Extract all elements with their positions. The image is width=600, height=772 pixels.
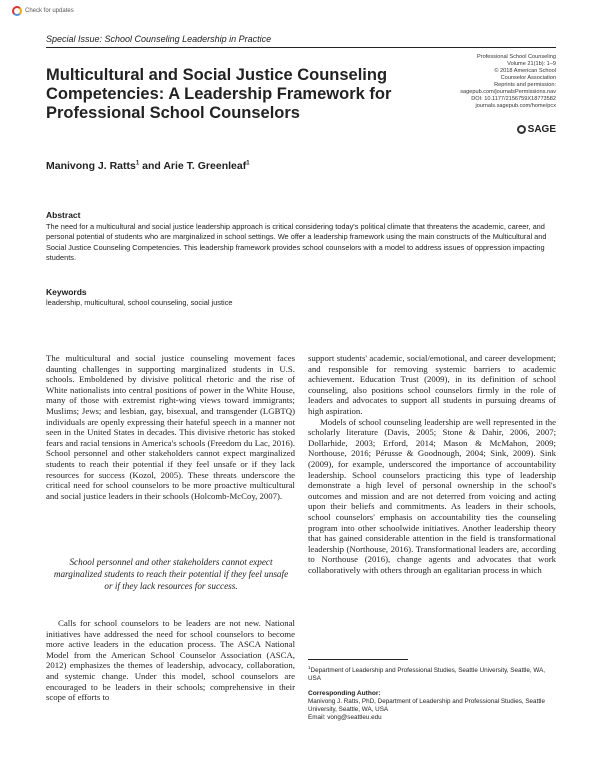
footnote-rule (308, 659, 408, 660)
body-right-column (308, 353, 556, 575)
abstract-text: The need for a multicultural and social justice leadership approach is critical considering today's political climate that threatens the academic, career, and personal potential of students who are marginalized in school settings. We offer a leadership framework using the main constructs of the Multicultural and Social Justice Counseling Competencies. This leadership framework provides school counselors with a model to address issues of oppression impacting students. (46, 222, 547, 262)
corresponding-author-heading: Corresponding Author: (308, 689, 381, 697)
body-paragraph: Calls for school counselors to be leaders are not new. National initiatives have addressed the need for school counselors to become more active leaders in the education process. The ASCA National Model from the American School Counselor Association (ASCA, 2012) emphasizes the themes of leadership, advocacy, collaboration, and systemic change. Under this model, school counselors are encouraged to be leaders in their schools; comprehensive in their scope of efforts to (46, 618, 295, 703)
journal-doi[interactable]: DOI: 10.1177/2156759X18773582 (471, 96, 556, 102)
journal-copyright: © 2018 American School (494, 68, 556, 74)
sage-logo-icon (517, 125, 526, 134)
journal-permissions-link[interactable]: sagepub.com/journalsPermissions.nav (460, 89, 556, 95)
affiliation-note (308, 664, 556, 684)
journal-name: Professional School Counseling (477, 54, 556, 60)
author-1-affil: 1 (135, 160, 140, 167)
journal-reprints: Reprints and permission: (494, 82, 556, 88)
author-1: Manivong J. Ratts (46, 160, 136, 172)
journal-meta (416, 54, 556, 110)
body-paragraph: The multicultural and social justice counseling movement faces daunting challenges in supporting marginalized students in U.S. schools. Emboldened by divisive political rhetoric and the rise of White nationalists into central positions of power in the White House, many of those with extremist right-wing views toward immigrants; Muslims; Jews; and lesbian, gay, bisexual, and transgender (LGBTQ) individuals are openly expressing their hateful speech in a manner not seen in the United States in decades. This divisive rhetoric has stoked fears and racial tensions in America's schools (Freedom du Lac, 2016). School personnel and other stakeholders cannot expect marginalized students to reach their potential if they feel unsafe or if they lack resources for success (Kozol, 2005). These threats underscore the critical need for school counselors to be more proactive multicultural and social justice leaders in their schools (Holcomb-McCoy, 2007). (46, 353, 295, 501)
journal-home-link[interactable]: journals.sagepub.com/home/pcx (475, 103, 556, 109)
journal-copyright-org: Counselor Association (500, 75, 556, 81)
publisher-name: SAGE (527, 124, 556, 135)
journal-volume: Volume 21(1b): 1–9 (507, 61, 556, 67)
header-rule (46, 47, 556, 48)
affiliation-number: 1 (308, 665, 311, 670)
article-title: Multicultural and Social Justice Counseling Competencies: A Leadership Framework for Professional School Counselors (46, 66, 392, 122)
keywords-text: leadership, multicultural, school counseling, social justice (46, 298, 233, 307)
check-updates-label: Check for updates (25, 8, 74, 14)
author-2-affil: 1 (246, 160, 250, 167)
footnotes (308, 664, 556, 722)
pull-quote: School personnel and other stakeholders cannot expect marginalized students to reach their potential if they feel unsafe or if they lack resources for success. (53, 557, 289, 591)
body-paragraph: support students' academic, social/emotional, and career development; and responsible for removing systemic barriers to academic achievement. Education Trust (2009), in its definition of school counseling, also positions school counselors firmly in the role of leaders and advocates to support all students in pursuing dreams of high aspiration. (308, 353, 556, 416)
author-2: Arie T. Greenleaf (163, 160, 247, 172)
author-separator: and (139, 160, 164, 172)
corresponding-author-email[interactable]: Email: vong@seattleu.edu (308, 714, 382, 722)
body-paragraph: Models of school counseling leadership are well represented in the scholarly literature (Davis, 2005; Stone & Dahir, 2006, 2007; Dollarhide, 2003; Erford, 2014; Mason & McMahon, 2009; Northouse, 2016; Pérusse & Goodnough, 2004; Sink, 2009). Sink (2009), for example, underscored the importance of accountability leadership. School counselors practicing this type of leadership demonstrate a high level of personal ownership in the school's outcomes and mission and are not deterred from voicing and acting upon their beliefs and commitments. As leaders in their schools, school counselors' emphasis on accountability ties the counseling program into other schoolwide initiatives. Another leadership theory that has gained considerable attention in the field is transformational leadership (Northouse, 2016). Transformational leaders are, according to Northouse (2016), change agents and advocates that work collaboratively with others through an egalitarian process in which (308, 416, 556, 575)
body-left-column-lower (46, 618, 295, 703)
check-for-updates-badge[interactable] (12, 6, 74, 16)
affiliation-text: Department of Leadership and Professional Studies, Seattle University, Seattle, WA, USA (308, 667, 546, 683)
keywords-heading: Keywords (46, 287, 87, 297)
body-left-column (46, 353, 295, 501)
author-line (46, 160, 250, 172)
corresponding-author-details: Manivong J. Ratts, PhD, Department of Leadership and Professional Studies, Seattle University, Seattle, WA, USA (308, 697, 545, 713)
special-issue-label: Special Issue: School Counseling Leadership in Practice (46, 34, 272, 44)
abstract-heading: Abstract (46, 210, 81, 220)
check-updates-icon (12, 6, 22, 16)
publisher-logo (517, 124, 556, 135)
